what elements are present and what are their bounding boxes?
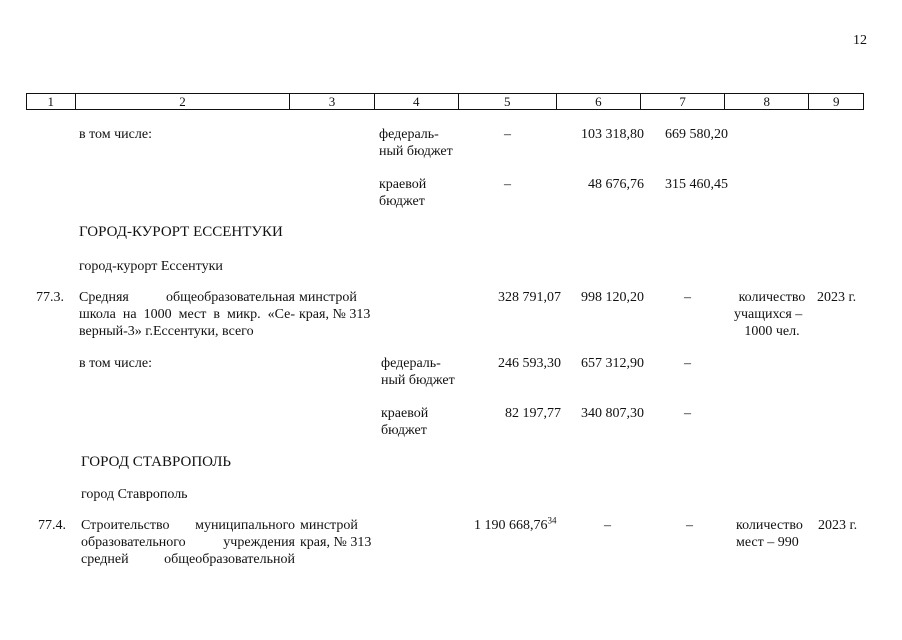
cell-c7: 669 580,20 xyxy=(665,127,728,142)
funding-source-federal xyxy=(381,355,455,389)
item-name-line: школа на 1000 мест в микр. «Се- xyxy=(79,307,295,322)
customer-line: минстрой xyxy=(300,518,358,533)
item-name-line: средней общеобразовательной xyxy=(81,552,295,567)
col-header-4: 4 xyxy=(374,94,458,110)
col-header-1: 1 xyxy=(27,94,76,110)
item-number: 77.4. xyxy=(38,518,66,533)
item-capacity xyxy=(734,289,810,340)
cell-c5-value: 1 190 668,76 xyxy=(474,518,548,533)
cell-c5: – xyxy=(504,177,511,192)
source-line: федераль- xyxy=(381,356,441,371)
source-line: ный бюджет xyxy=(381,373,455,388)
source-line: бюджет xyxy=(379,194,425,209)
col-header-5: 5 xyxy=(458,94,556,110)
footnote-ref: 34 xyxy=(547,515,557,526)
cell-c7: – xyxy=(684,356,691,371)
capacity-line: количество xyxy=(738,290,806,305)
section-heading: ГОРОД СТАВРОПОЛЬ xyxy=(81,454,232,470)
item-name-line: верный-3» г.Ессентуки, всего xyxy=(79,324,254,339)
col-header-7: 7 xyxy=(641,94,725,110)
cell-c5: 82 197,77 xyxy=(505,406,561,421)
page-number: 12 xyxy=(853,33,867,48)
source-line: ный бюджет xyxy=(379,144,453,159)
item-name-line: Строительство муниципального xyxy=(81,518,295,533)
incl-label: в том числе: xyxy=(79,127,152,142)
item-customer xyxy=(299,289,370,323)
item-name xyxy=(79,289,295,340)
column-header-row xyxy=(26,93,864,110)
funding-source-regional xyxy=(381,405,428,439)
funding-source-federal xyxy=(379,126,453,160)
item-year: 2023 г. xyxy=(817,290,857,305)
col-header-9: 9 xyxy=(809,94,864,110)
cell-c6: 103 318,80 xyxy=(581,127,644,142)
item-number: 77.3. xyxy=(36,290,64,305)
cell-c5: 328 791,07 xyxy=(498,290,561,305)
capacity-line: 1000 чел. xyxy=(744,324,800,339)
incl-label: в том числе: xyxy=(79,356,152,371)
item-capacity xyxy=(736,517,803,551)
cell-c5: – xyxy=(504,127,511,142)
cell-c6: 998 120,20 xyxy=(581,290,644,305)
customer-line: края, № 313 xyxy=(299,307,371,322)
item-year: 2023 г. xyxy=(818,518,858,533)
col-header-3: 3 xyxy=(290,94,374,110)
cell-c6: – xyxy=(604,518,611,533)
section-subheading: город Ставрополь xyxy=(81,487,188,502)
col-header-6: 6 xyxy=(556,94,640,110)
customer-line: минстрой xyxy=(299,290,357,305)
cell-c6: 657 312,90 xyxy=(581,356,644,371)
item-customer xyxy=(300,517,371,551)
cell-c6: 48 676,76 xyxy=(588,177,644,192)
item-name xyxy=(81,517,295,568)
cell-c7: – xyxy=(686,518,693,533)
cell-c5 xyxy=(474,517,557,534)
source-line: краевой xyxy=(379,177,427,192)
section-heading: ГОРОД-КУРОРТ ЕССЕНТУКИ xyxy=(79,224,283,240)
cell-c7: 315 460,45 xyxy=(665,177,728,192)
cell-c7: – xyxy=(684,406,691,421)
item-name-line: образовательного учреждения xyxy=(81,535,295,550)
col-header-2: 2 xyxy=(75,94,290,110)
section-subheading: город-курорт Ессентуки xyxy=(79,259,223,274)
cell-c6: 340 807,30 xyxy=(581,406,644,421)
funding-source-regional xyxy=(379,176,426,210)
source-line: краевой xyxy=(381,406,429,421)
capacity-line: учащихся – xyxy=(734,307,803,322)
cell-c7: – xyxy=(684,290,691,305)
customer-line: края, № 313 xyxy=(300,535,372,550)
item-name-line: Средняя общеобразовательная xyxy=(79,290,295,305)
capacity-line: мест – 990 xyxy=(736,535,799,550)
capacity-line: количество xyxy=(736,518,803,533)
source-line: бюджет xyxy=(381,423,427,438)
cell-c5: 246 593,30 xyxy=(498,356,561,371)
source-line: федераль- xyxy=(379,127,439,142)
col-header-8: 8 xyxy=(725,94,809,110)
